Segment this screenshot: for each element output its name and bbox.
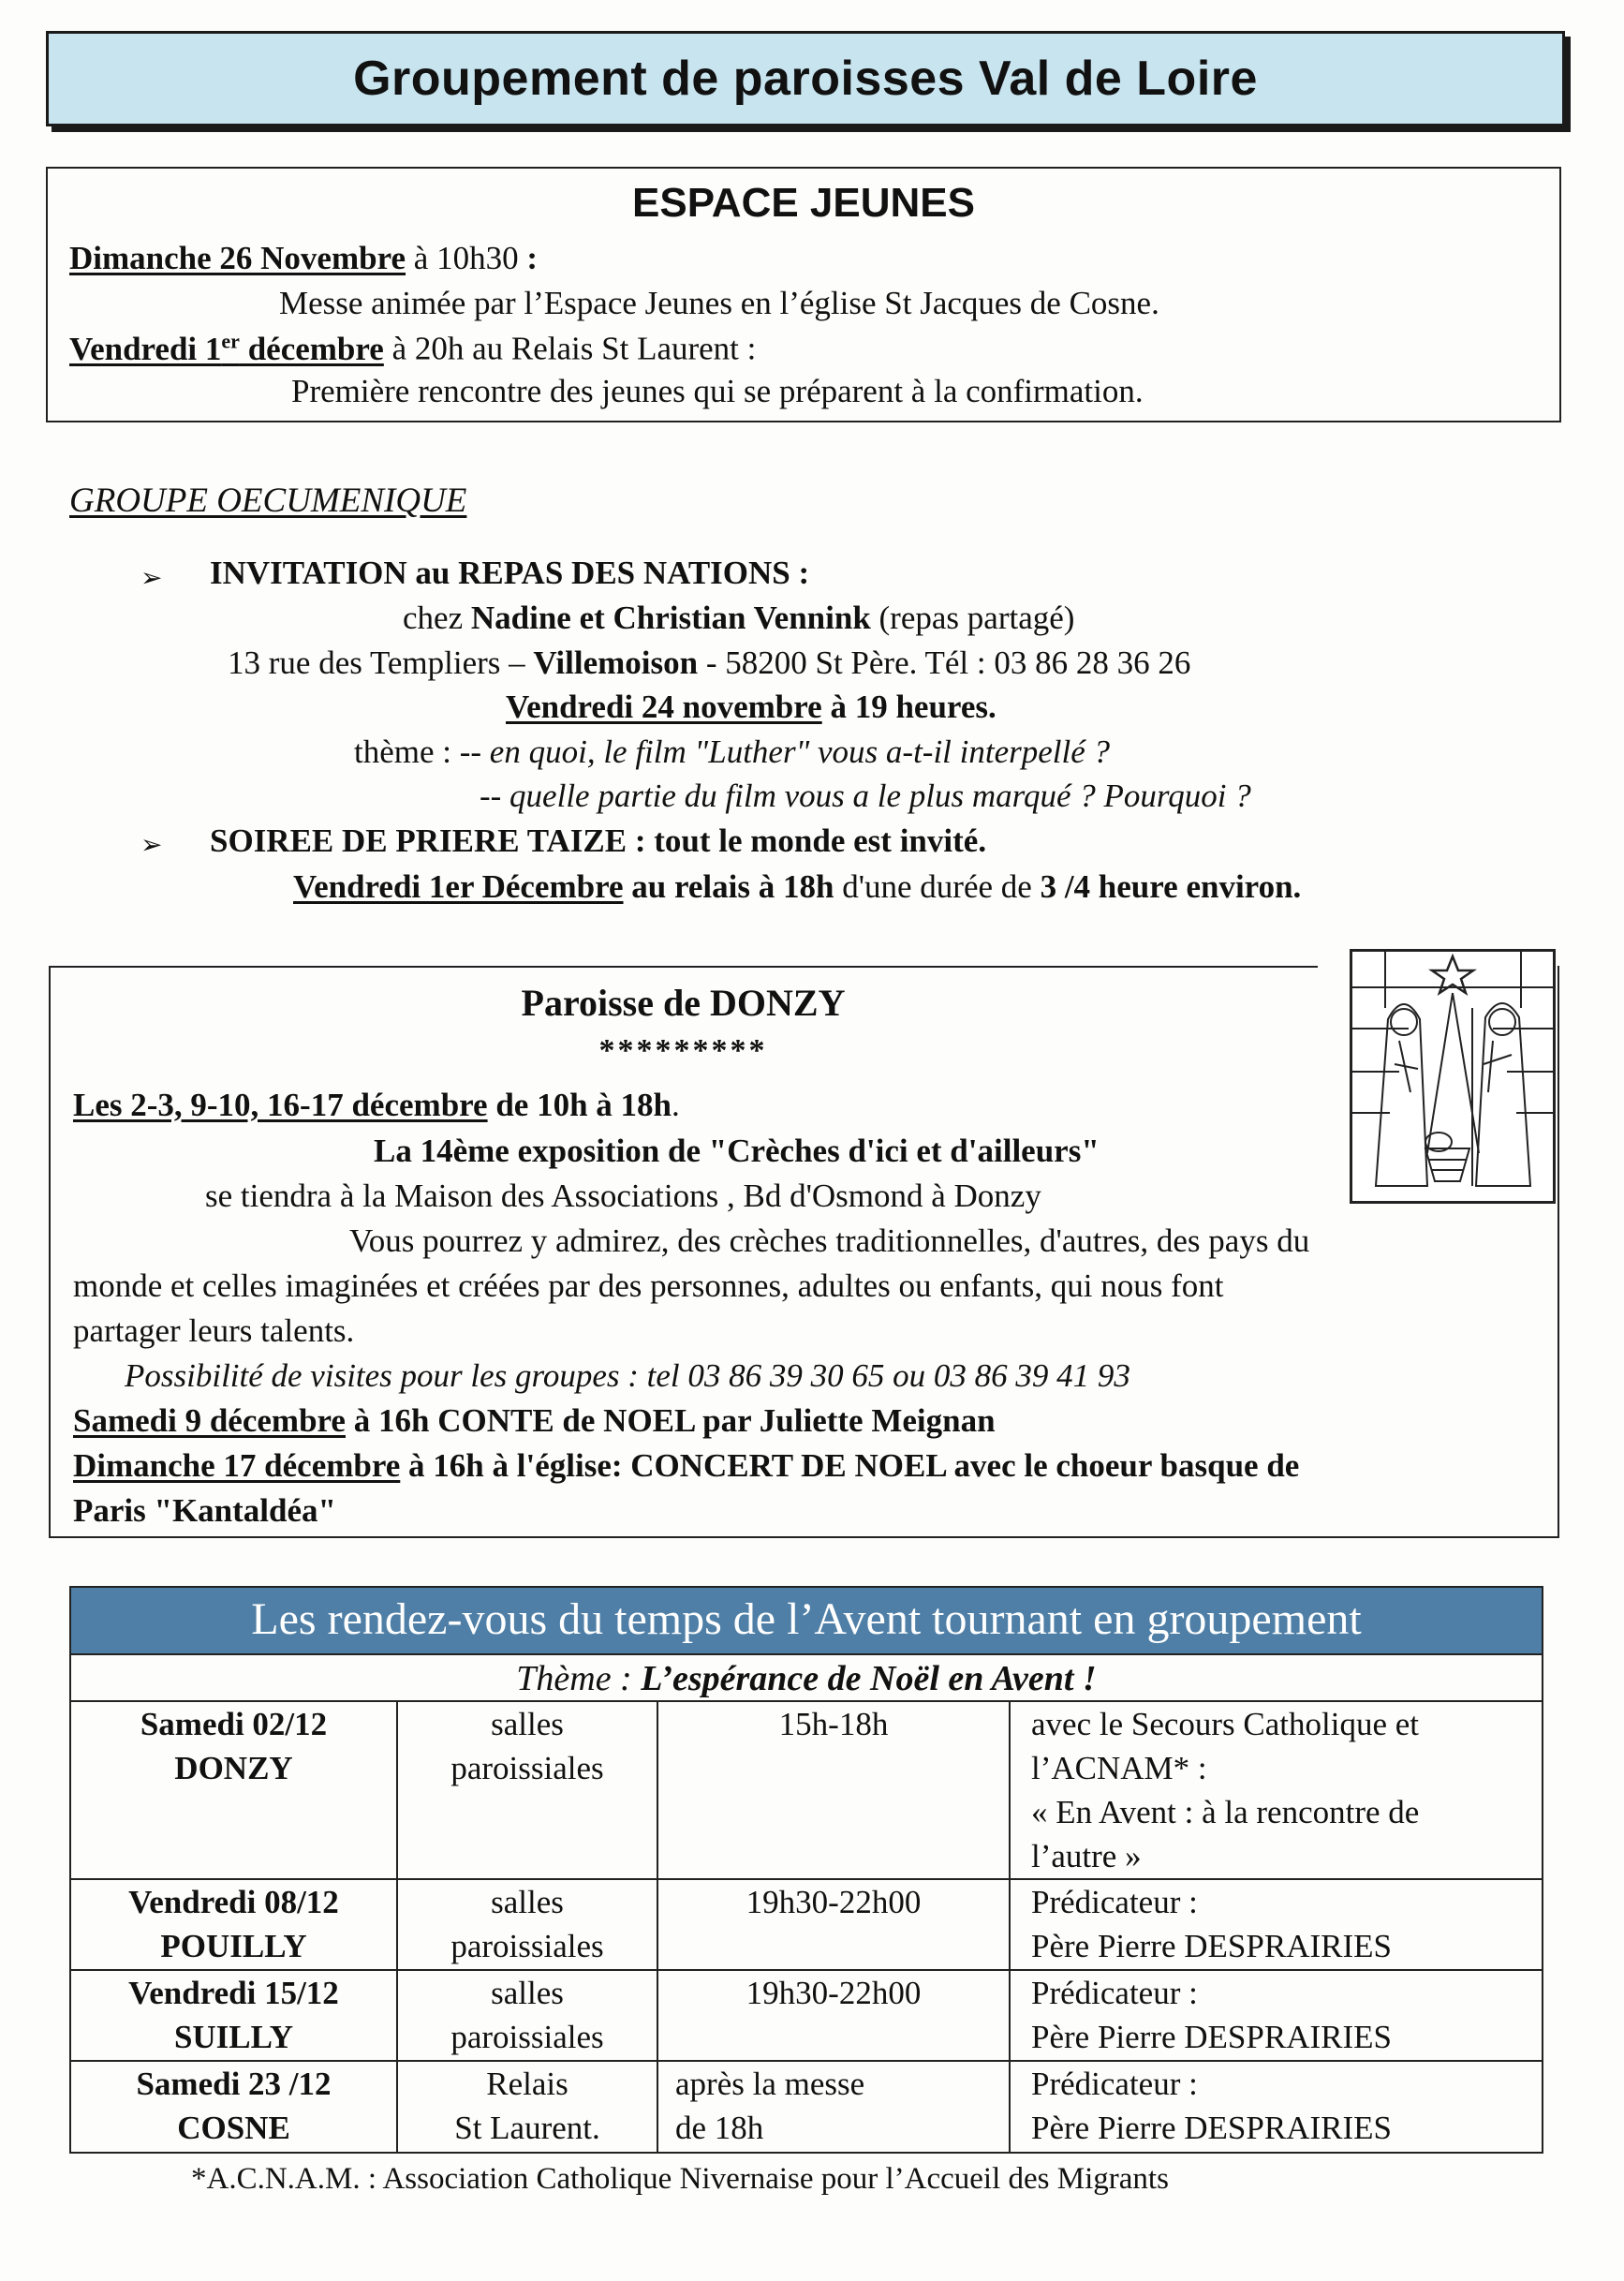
event-time: à 19 heures. xyxy=(821,689,997,725)
donzy-desc-1: Vous pourrez y admirez, des crèches traditionnelles, d'autres, des pays du xyxy=(349,1222,1310,1259)
event-date xyxy=(69,331,384,367)
day-cell xyxy=(71,2061,397,2152)
dot: . xyxy=(672,1087,680,1123)
donzy-dates xyxy=(73,1087,680,1124)
donzy-conte xyxy=(73,1402,996,1440)
invitation-address xyxy=(228,644,1190,682)
info: Père Pierre DESPRAIRIES xyxy=(1031,1928,1392,1964)
text: chez xyxy=(403,600,471,636)
invitation-title: INVITATION au REPAS DES NATIONS : xyxy=(210,555,810,591)
taize-title: SOIREE DE PRIERE TAIZE : tout le monde est invité. xyxy=(210,822,987,859)
event-hours: de 10h à 18h xyxy=(487,1087,672,1123)
info: Prédicateur : xyxy=(1031,2066,1198,2102)
place: COSNE xyxy=(177,2110,290,2146)
info: avec le Secours Catholique et xyxy=(1031,1706,1420,1742)
room-cell xyxy=(397,1701,657,1879)
table-row xyxy=(71,1970,1542,2061)
room: salles xyxy=(491,1884,564,1920)
day: Vendredi 15/12 xyxy=(128,1975,339,2011)
time-cell xyxy=(657,1970,1010,2061)
day-cell xyxy=(71,1879,397,1970)
avent-footnote: *A.C.N.A.M. : Association Catholique Nivernaise pour l’Accueil des Migrants xyxy=(191,2162,1169,2196)
event-details: à 20h au Relais St Laurent : xyxy=(383,330,757,367)
theme-question-2: -- quelle partie du film vous a le plus marqué ? Pourquoi ? xyxy=(480,778,1251,814)
nativity-scene-icon xyxy=(1352,952,1553,1201)
text: d'une durée de xyxy=(834,868,1041,905)
time: 15h-18h xyxy=(778,1706,889,1742)
taize-details xyxy=(293,868,1301,906)
donzy-exposition: La 14ème exposition de "Crèches d'ici et d'ailleurs" xyxy=(374,1133,1100,1169)
theme-label: Thème : xyxy=(516,1659,642,1698)
room: Relais xyxy=(486,2066,568,2102)
invitation-hosts xyxy=(403,600,1074,637)
info-cell xyxy=(1010,1970,1542,2061)
donzy-visits: Possibilité de visites pour les groupes : tel 03 86 39 30 65 ou 03 86 39 41 93 xyxy=(125,1357,1130,1394)
town: Villemoison xyxy=(533,644,699,681)
time-cell xyxy=(657,2061,1010,2152)
table-row xyxy=(71,1879,1542,1970)
colon: : xyxy=(526,240,538,276)
info: Père Pierre DESPRAIRIES xyxy=(1031,2110,1392,2146)
event-details: à 16h à l'église: CONCERT DE NOEL avec le choeur basque de xyxy=(400,1447,1300,1484)
info: Père Pierre DESPRAIRIES xyxy=(1031,2019,1392,2055)
date-part: décembre xyxy=(239,330,384,367)
espace-jeunes-line-1 xyxy=(69,240,538,277)
donzy-concert-2: Paris "Kantaldéa" xyxy=(73,1492,336,1529)
time: 19h30-22h00 xyxy=(746,1884,922,1920)
oecumenique-title: GROUPE OECUMENIQUE xyxy=(69,481,467,520)
theme-label: thème : xyxy=(354,733,460,770)
avent-table-box xyxy=(69,1586,1543,2154)
date-superscript: er xyxy=(221,329,240,352)
place: SUILLY xyxy=(173,2019,294,2055)
duration: 3 /4 heure environ. xyxy=(1040,868,1302,905)
info: Prédicateur : xyxy=(1031,1975,1198,2011)
room-cell xyxy=(397,1879,657,1970)
table-row xyxy=(71,2061,1542,2152)
table-row xyxy=(71,1701,1542,1879)
donzy-title: Paroisse de DONZY xyxy=(521,982,846,1024)
page-title: Groupement de paroisses Val de Loire xyxy=(353,52,1258,106)
donzy-stars: ********* xyxy=(598,1033,768,1068)
info-cell xyxy=(1010,1879,1542,1970)
event-date: Dimanche 17 décembre xyxy=(73,1447,401,1484)
text: 13 rue des Templiers – xyxy=(228,644,534,681)
event-date: Vendredi 1er Décembre xyxy=(293,868,624,905)
event-date: Les 2-3, 9-10, 16-17 décembre xyxy=(73,1087,488,1123)
room: salles xyxy=(491,1975,564,2011)
bullet-arrow-icon: ➢ xyxy=(140,829,163,860)
avent-title: Les rendez-vous du temps de l’Avent tournant en groupement xyxy=(71,1588,1542,1653)
place: POUILLY xyxy=(160,1928,307,1964)
info: l’ACNAM* : xyxy=(1031,1750,1207,1786)
nativity-illustration xyxy=(1350,949,1556,1204)
event-date: Vendredi 24 novembre xyxy=(506,689,822,725)
donzy-concert-1 xyxy=(73,1447,1299,1485)
espace-jeunes-line-2: Messe animée par l’Espace Jeunes en l’église St Jacques de Cosne. xyxy=(279,285,1159,321)
date-part: Vendredi 1 xyxy=(69,330,222,367)
donzy-venue: se tiendra à la Maison des Associations , Bd d'Osmond à Donzy xyxy=(205,1178,1041,1214)
espace-jeunes-line-3 xyxy=(69,329,756,368)
day-cell xyxy=(71,1701,397,1879)
room-cell xyxy=(397,2061,657,2152)
avent-theme xyxy=(71,1653,1542,1700)
host-names: Nadine et Christian Vennink xyxy=(470,600,871,636)
espace-jeunes-line-4: Première rencontre des jeunes qui se préparent à la confirmation. xyxy=(291,373,1144,409)
event-place: au relais à 18h xyxy=(623,868,834,905)
event-date: Samedi 9 décembre xyxy=(73,1402,346,1439)
theme-value: L’espérance de Noël en Avent ! xyxy=(641,1659,1097,1698)
day-cell xyxy=(71,1970,397,2061)
avent-schedule-table xyxy=(71,1700,1542,2152)
room: paroissiales xyxy=(450,2019,604,2055)
donzy-desc-3: partager leurs talents. xyxy=(73,1312,355,1349)
day: Samedi 23 /12 xyxy=(136,2066,332,2102)
time: après la messe xyxy=(675,2066,865,2102)
event-details: à 16h CONTE de NOEL par Juliette Meignan xyxy=(345,1402,996,1439)
info-cell xyxy=(1010,1701,1542,1879)
text: - 58200 St Père. Tél : 03 86 28 36 26 xyxy=(698,644,1191,681)
time-cell xyxy=(657,1879,1010,1970)
time-cell xyxy=(657,1701,1010,1879)
time: de 18h xyxy=(675,2110,764,2146)
theme-question-1 xyxy=(354,733,1110,771)
info: « En Avent : à la rencontre de xyxy=(1031,1794,1420,1830)
room: paroissiales xyxy=(450,1750,604,1786)
invitation-date xyxy=(506,689,997,726)
room: salles xyxy=(491,1706,564,1742)
event-time: à 10h30 xyxy=(406,240,527,276)
day: Vendredi 08/12 xyxy=(128,1884,339,1920)
espace-jeunes-title: ESPACE JEUNES xyxy=(632,180,975,226)
text: (repas partagé) xyxy=(870,600,1075,636)
question: -- en quoi, le film "Luther" vous a-t-il interpellé ? xyxy=(459,733,1111,770)
donzy-desc-2: monde et celles imaginées et créées par des personnes, adultes ou enfants, qui nous font xyxy=(73,1267,1224,1304)
room-cell xyxy=(397,1970,657,2061)
info: Prédicateur : xyxy=(1031,1884,1198,1920)
place: DONZY xyxy=(174,1750,293,1786)
time: 19h30-22h00 xyxy=(746,1975,922,2011)
header-banner xyxy=(46,31,1565,126)
info: l’autre » xyxy=(1031,1838,1142,1874)
bullet-arrow-icon: ➢ xyxy=(140,562,163,593)
event-date: Dimanche 26 Novembre xyxy=(69,240,406,276)
room: St Laurent. xyxy=(454,2110,600,2146)
room: paroissiales xyxy=(450,1928,604,1964)
info-cell xyxy=(1010,2061,1542,2152)
day: Samedi 02/12 xyxy=(140,1706,328,1742)
